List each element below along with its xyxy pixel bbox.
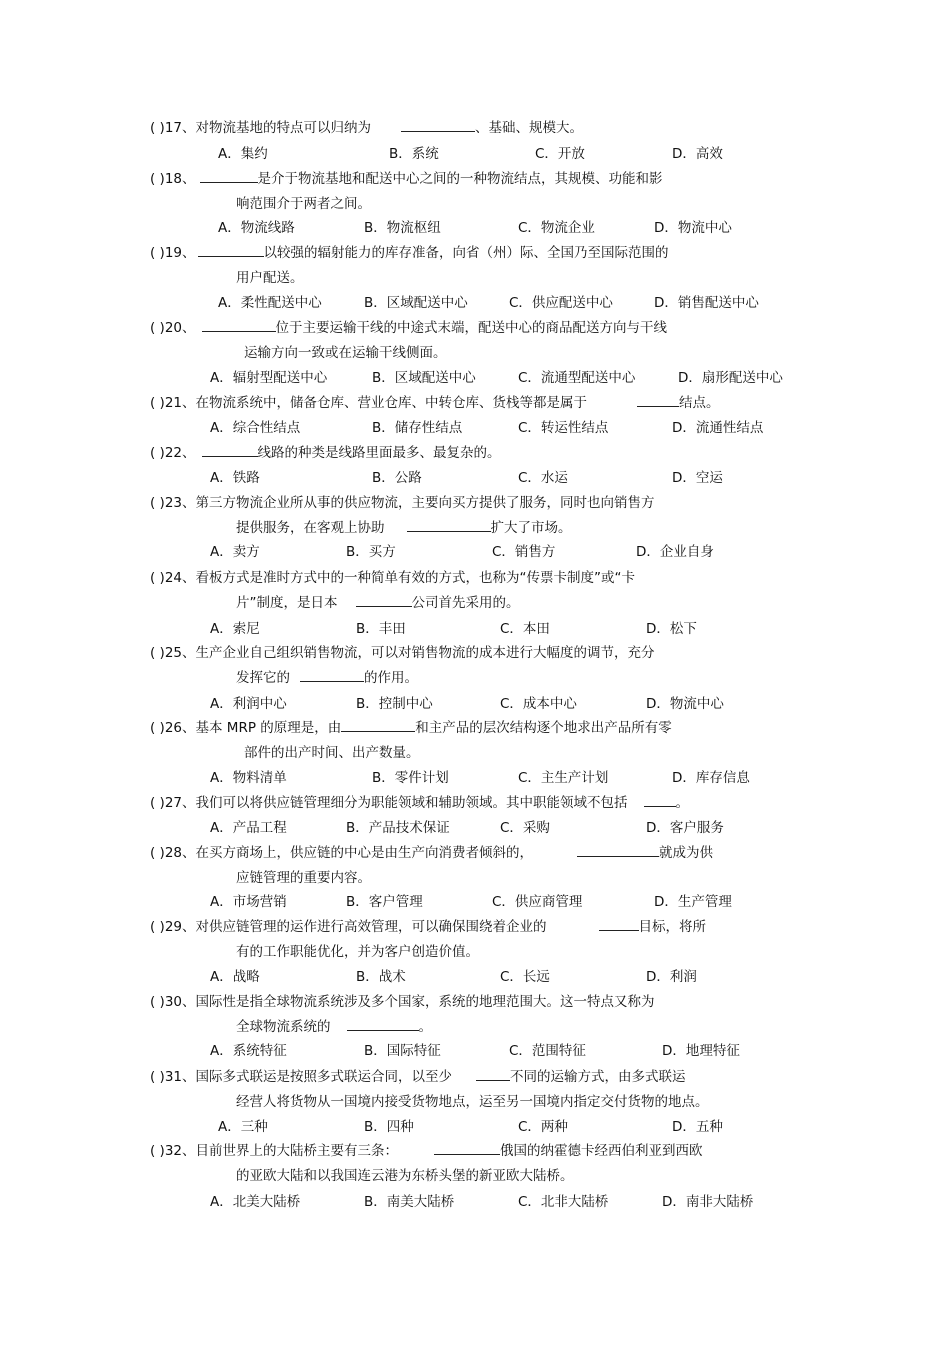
question-text: 公司首先采用的。 xyxy=(411,595,520,611)
answer-option[interactable]: D．物流中心 xyxy=(654,220,732,236)
question-stem xyxy=(150,844,713,862)
question-stem xyxy=(150,119,583,137)
question-text: 是介于物流基地和配送中心之间的一种物流结点，其规模、功能和影 xyxy=(257,171,663,187)
question-text: 结点。 xyxy=(679,395,720,411)
answer-blank[interactable] xyxy=(356,594,412,607)
question-text: ( )24、看板方式是准时方式中的一种简单有效的方式，也称为“传票卡制度”或“卡 xyxy=(150,570,635,586)
answer-option[interactable]: A．三种 xyxy=(218,1119,268,1135)
question-text: ( )29、对供应链管理的运作进行高效管理，可以确保围绕着企业的 xyxy=(150,919,547,935)
answer-option[interactable]: C．转运性结点 xyxy=(518,420,609,436)
answer-blank[interactable] xyxy=(644,794,676,807)
answer-option[interactable]: D．松下 xyxy=(646,621,697,637)
answer-option[interactable]: D．流通性结点 xyxy=(672,420,764,436)
answer-blank[interactable] xyxy=(407,519,491,532)
answer-option[interactable]: B．客户管理 xyxy=(346,894,423,910)
answer-option[interactable]: B．国际特征 xyxy=(364,1043,441,1059)
answer-option[interactable]: C．供应商管理 xyxy=(492,894,583,910)
question-text: 位于主要运输干线的中途式末端，配送中心的商品配送方向与干线 xyxy=(275,320,668,336)
question-stem-continued xyxy=(236,669,418,687)
question-stem xyxy=(150,918,706,936)
question-stem-continued xyxy=(236,1093,709,1111)
question-text: ( )31、国际多式联运是按照多式联运合同，以至少 xyxy=(150,1069,453,1085)
question-stem-continued xyxy=(236,269,304,287)
question-text: ( )19、 xyxy=(150,245,196,261)
answer-option[interactable]: B．区域配送中心 xyxy=(364,295,468,311)
answer-option[interactable]: C．流通型配送中心 xyxy=(518,370,636,386)
answer-option[interactable]: A．综合性结点 xyxy=(210,420,301,436)
question-text: ( )23、第三方物流企业所从事的供应物流，主要向买方提供了服务，同时也向销售方 xyxy=(150,495,655,511)
answer-option[interactable]: A．战略 xyxy=(210,969,260,985)
question-stem-continued xyxy=(236,195,371,213)
answer-option[interactable]: C．北非大陆桥 xyxy=(518,1194,609,1210)
answer-option[interactable]: D．库存信息 xyxy=(672,770,750,786)
answer-blank[interactable] xyxy=(434,1142,500,1155)
question-stem xyxy=(150,244,669,262)
answer-option[interactable]: C．销售方 xyxy=(492,544,556,560)
answer-option[interactable]: C．长远 xyxy=(500,969,550,985)
answer-blank[interactable] xyxy=(202,319,276,332)
question-text: 目标，将所 xyxy=(638,919,707,935)
question-text: 和主产品的层次结构逐个地求出产品所有零 xyxy=(415,720,672,736)
answer-option[interactable]: A．产品工程 xyxy=(210,820,287,836)
question-text: ( )17、对物流基地的特点可以归纳为 xyxy=(150,120,372,136)
question-text: 用户配送。 xyxy=(236,270,304,286)
question-stem xyxy=(150,993,655,1011)
answer-option[interactable]: A．铁路 xyxy=(210,470,260,486)
answer-option[interactable]: A．物料清单 xyxy=(210,770,287,786)
answer-option[interactable]: B．产品技术保证 xyxy=(346,820,450,836)
answer-option[interactable]: D．企业自身 xyxy=(636,544,714,560)
question-text: 有的工作职能优化，并为客户创造价值。 xyxy=(236,944,479,960)
question-stem xyxy=(150,644,655,662)
question-stem-continued xyxy=(236,943,479,961)
question-text: 的亚欧大陆和以我国连云港为东桥头堡的新亚欧大陆桥。 xyxy=(236,1168,574,1184)
answer-option[interactable]: C．水运 xyxy=(518,470,568,486)
question-stem xyxy=(150,719,672,737)
question-text: ( )22、 xyxy=(150,445,196,461)
question-text: 。 xyxy=(418,1019,432,1035)
answer-blank[interactable] xyxy=(476,1068,510,1081)
question-stem xyxy=(150,794,689,812)
answer-blank[interactable] xyxy=(341,719,415,732)
question-stem xyxy=(150,319,667,337)
answer-option[interactable]: C．本田 xyxy=(500,621,550,637)
answer-option[interactable]: D．销售配送中心 xyxy=(654,295,759,311)
answer-option[interactable]: D．利润 xyxy=(646,969,697,985)
answer-blank[interactable] xyxy=(577,844,659,857)
question-stem xyxy=(150,394,720,412)
answer-option[interactable]: A．集约 xyxy=(218,146,268,162)
question-stem xyxy=(150,569,635,587)
answer-option[interactable]: B．区域配送中心 xyxy=(372,370,476,386)
answer-blank[interactable] xyxy=(401,119,475,132)
answer-option[interactable]: C．主生产计划 xyxy=(518,770,609,786)
answer-option[interactable]: C．供应配送中心 xyxy=(509,295,613,311)
question-text: 、基础、规模大。 xyxy=(475,120,584,136)
question-stem xyxy=(150,494,655,512)
question-text: ( )32、目前世界上的大陆桥主要有三条： xyxy=(150,1143,399,1159)
question-text: ( )30、国际性是指全球物流系统涉及多个国家，系统的地理范围大。这一特点又称为 xyxy=(150,994,655,1010)
question-stem xyxy=(150,444,501,462)
answer-option[interactable]: A．索尼 xyxy=(210,621,260,637)
answer-blank[interactable] xyxy=(202,444,258,457)
question-stem-continued xyxy=(236,519,572,537)
answer-blank[interactable] xyxy=(198,244,264,257)
question-stem xyxy=(150,1142,703,1160)
answer-blank[interactable] xyxy=(347,1018,419,1031)
question-stem-continued xyxy=(236,1167,574,1185)
question-text: 发挥它的 xyxy=(236,670,290,686)
answer-option[interactable]: C．成本中心 xyxy=(500,696,577,712)
question-text: 以较强的辐射能力的库存准备，向省（州）际、全国乃至国际范围的 xyxy=(263,245,669,261)
answer-option[interactable]: A．系统特征 xyxy=(210,1043,287,1059)
answer-option[interactable]: D．客户服务 xyxy=(646,820,724,836)
question-text: ( )18、 xyxy=(150,171,196,187)
answer-option[interactable]: C．范围特征 xyxy=(509,1043,586,1059)
answer-option[interactable]: B．零件计划 xyxy=(372,770,449,786)
answer-option[interactable]: D．扇形配送中心 xyxy=(678,370,783,386)
question-text: 。 xyxy=(675,795,690,811)
question-text: 不同的运输方式，由多式联运 xyxy=(510,1069,686,1085)
answer-option[interactable]: A．利润中心 xyxy=(210,696,287,712)
question-text: ( )28、在买方商场上，供应链的中心是由生产向消费者倾斜的， xyxy=(150,845,534,861)
answer-blank[interactable] xyxy=(599,918,639,931)
answer-option[interactable]: A．卖方 xyxy=(210,544,260,560)
answer-option[interactable]: A．辐射型配送中心 xyxy=(210,370,328,386)
question-text: 就成为供 xyxy=(659,845,714,861)
answer-option[interactable]: C．采购 xyxy=(500,820,550,836)
question-stem-continued xyxy=(236,594,520,612)
answer-option[interactable]: B．储存性结点 xyxy=(372,420,463,436)
answer-option[interactable]: B．买方 xyxy=(346,544,396,560)
question-text: ( )26、基本 MRP 的原理是，由 xyxy=(150,720,342,736)
answer-option[interactable]: B．战术 xyxy=(356,969,406,985)
question-stem-continued xyxy=(244,744,420,762)
answer-option[interactable]: B．公路 xyxy=(372,470,422,486)
question-text: 经营人将货物从一国境内接受货物地点，运至另一国境内指定交付货物的地点。 xyxy=(236,1094,709,1110)
question-text: 应链管理的重要内容。 xyxy=(236,870,371,886)
answer-option[interactable]: C．物流企业 xyxy=(518,220,595,236)
answer-option[interactable]: D．地理特征 xyxy=(662,1043,740,1059)
question-text: 的作用。 xyxy=(364,670,418,686)
answer-option[interactable]: A．柔性配送中心 xyxy=(218,295,322,311)
answer-option[interactable]: D．南非大陆桥 xyxy=(662,1194,754,1210)
answer-option[interactable]: D．空运 xyxy=(672,470,723,486)
question-stem xyxy=(150,1068,686,1086)
answer-blank[interactable] xyxy=(200,170,258,183)
question-text: 部件的出产时间、出产数量。 xyxy=(244,745,420,761)
question-text: 响范围介于两者之间。 xyxy=(236,196,371,212)
question-text: ( )25、生产企业自己组织销售物流，可以对销售物流的成本进行大幅度的调节，充分 xyxy=(150,645,655,661)
answer-option[interactable]: D．高效 xyxy=(672,146,723,162)
question-text: 线路的种类是线路里面最多、最复杂的。 xyxy=(257,445,501,461)
answer-option[interactable]: B．南美大陆桥 xyxy=(364,1194,455,1210)
answer-option[interactable]: C．两种 xyxy=(518,1119,568,1135)
question-text: 扩大了市场。 xyxy=(490,520,572,536)
answer-option[interactable]: B．系统 xyxy=(389,146,439,162)
question-text: 全球物流系统的 xyxy=(236,1019,331,1035)
answer-option[interactable]: B．控制中心 xyxy=(356,696,433,712)
question-stem-continued xyxy=(244,344,447,362)
question-text: ( )21、在物流系统中，储备仓库、营业仓库、中转仓库、货栈等都是属于 xyxy=(150,395,588,411)
question-text: 片”制度，是日本 xyxy=(236,595,338,611)
answer-option[interactable]: D．五种 xyxy=(672,1119,723,1135)
answer-option[interactable]: A．物流线路 xyxy=(218,220,295,236)
question-text: 俄国的纳霍德卡经西伯利亚到西欧 xyxy=(500,1143,703,1159)
question-stem xyxy=(150,170,663,188)
answer-option[interactable]: D．生产管理 xyxy=(654,894,732,910)
answer-blank[interactable] xyxy=(300,669,364,682)
question-text: 提供服务，在客观上协助 xyxy=(236,520,385,536)
answer-option[interactable]: D．物流中心 xyxy=(646,696,724,712)
answer-option[interactable]: B．四种 xyxy=(364,1119,414,1135)
answer-option[interactable]: C．开放 xyxy=(535,146,585,162)
question-text: ( )27、我们可以将供应链管理细分为职能领域和辅助领域。其中职能领域不包括 xyxy=(150,795,628,811)
question-text: ( )20、 xyxy=(150,320,196,336)
question-stem-continued xyxy=(236,1018,432,1036)
answer-option[interactable]: B．丰田 xyxy=(356,621,406,637)
answer-option[interactable]: A．市场营销 xyxy=(210,894,287,910)
question-stem-continued xyxy=(236,869,371,887)
question-text: 运输方向一致或在运输干线侧面。 xyxy=(244,345,447,361)
answer-option[interactable]: B．物流枢纽 xyxy=(364,220,441,236)
answer-blank[interactable] xyxy=(637,394,679,407)
answer-option[interactable]: A．北美大陆桥 xyxy=(210,1194,301,1210)
